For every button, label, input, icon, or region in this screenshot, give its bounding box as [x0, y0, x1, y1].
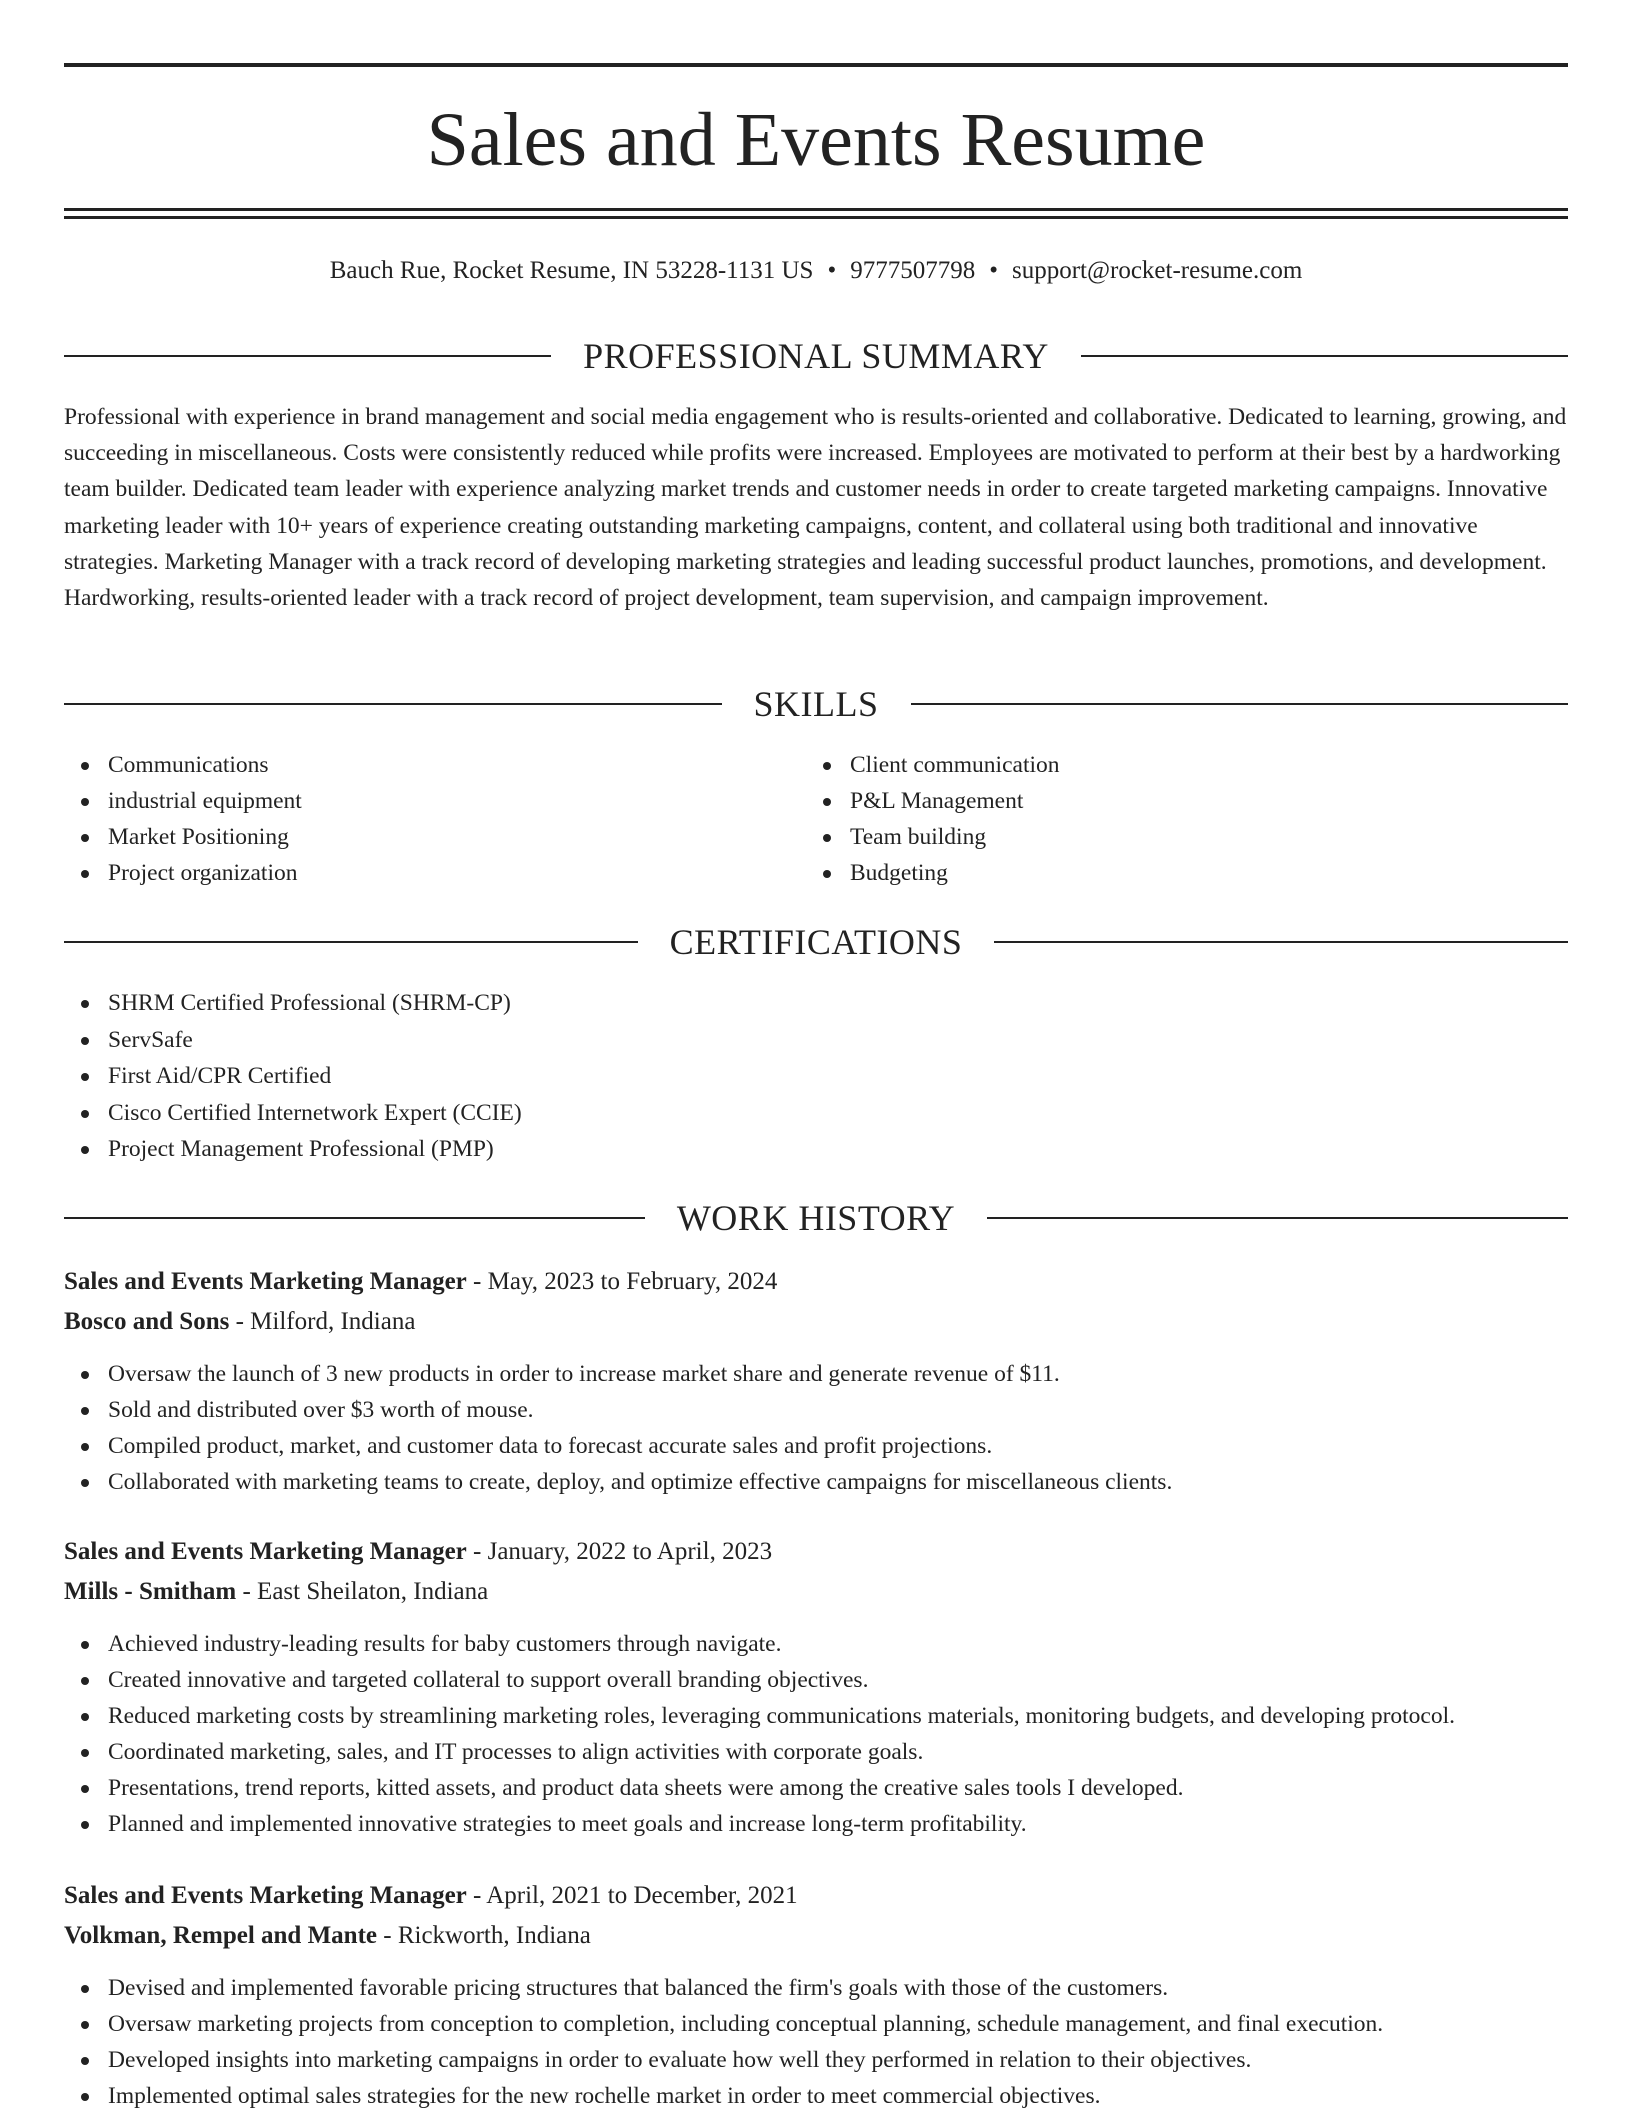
- job-bullets: [64, 1626, 1568, 1842]
- job-entry: [64, 1876, 1568, 2114]
- work-history-heading-label: WORK HISTORY: [676, 1198, 956, 1238]
- skills-heading-label: SKILLS: [753, 684, 879, 724]
- skills-heading: [64, 682, 1568, 726]
- job-company: Volkman, Rempel and Mante: [64, 1922, 377, 1949]
- contact-phone: 9777507798: [850, 257, 976, 284]
- contact-separator: •: [827, 257, 837, 284]
- job-title: Sales and Events Marketing Manager: [64, 1882, 467, 1909]
- certification-item: ServSafe: [64, 1022, 522, 1059]
- heading-rule-left: [64, 355, 551, 357]
- skill-item: industrial equipment: [64, 783, 302, 819]
- job-dates: - May, 2023 to February, 2024: [466, 1268, 778, 1295]
- skill-item: Budgeting: [806, 855, 1060, 891]
- job-title-line: [64, 1876, 1568, 1916]
- contact-line: [64, 254, 1568, 288]
- job-bullet: Coordinated marketing, sales, and IT processes to align activities with corporate goals.: [64, 1734, 1568, 1770]
- contact-address: Bauch Rue, Rocket Resume, IN 53228-1131 US: [329, 257, 814, 284]
- work-history-heading: [64, 1196, 1568, 1240]
- certifications-list: [64, 985, 522, 1168]
- heading-rule-left: [64, 941, 638, 943]
- title-rule-upper: [64, 208, 1568, 211]
- certification-item: SHRM Certified Professional (SHRM-CP): [64, 985, 522, 1022]
- skills-list-right: [806, 747, 1060, 891]
- job-bullet: Sold and distributed over $3 worth of mouse.: [64, 1392, 1568, 1428]
- summary-text: Professional with experience in brand management and social media engagement who is results-oriented and collaborative. Dedicated to learning, growing, and succeeding in miscellaneous. Costs were consistently reduced while profits were increased. Employees are motivated to perform at their best by a hardworking team builder. Dedicated team leader with experience analyzing market trends and customer needs in order to create targeted marketing campaigns. Innovative marketing leader with 10+ years of experience creating outstanding marketing campaigns, content, and collateral using both traditional and innovative strategies. Marketing Manager with a track record of developing marketing strategies and leading successful product launches, promotions, and development. Hardworking, results-oriented leader with a track record of project development, team supervision, and campaign improvement.: [64, 404, 1567, 612]
- title-rule-lower: [64, 216, 1568, 219]
- job-company: Mills - Smitham: [64, 1578, 237, 1605]
- job-company-line: [64, 1572, 1568, 1612]
- skill-item: Project organization: [64, 855, 302, 891]
- skill-item: P&L Management: [806, 783, 1060, 819]
- skill-item: Team building: [806, 819, 1060, 855]
- skills-list-left: [64, 747, 302, 891]
- job-bullet: Oversaw the launch of 3 new products in order to increase market share and generate revenue of $11.: [64, 1356, 1568, 1392]
- job-entry: [64, 1262, 1568, 1500]
- heading-rule-left: [64, 1217, 645, 1219]
- job-entry: [64, 1532, 1568, 1842]
- heading-rule-right: [987, 1217, 1568, 1219]
- job-bullet: Planned and implemented innovative strategies to meet goals and increase long-term profitability.: [64, 1806, 1568, 1842]
- job-company: Bosco and Sons: [64, 1308, 230, 1335]
- certifications-heading: [64, 920, 1568, 964]
- skill-item: Market Positioning: [64, 819, 302, 855]
- job-bullet: Collaborated with marketing teams to create, deploy, and optimize effective campaigns for miscellaneous clients.: [64, 1464, 1568, 1500]
- heading-rule-left: [64, 703, 722, 705]
- heading-rule-right: [994, 941, 1568, 943]
- certification-item: Cisco Certified Internetwork Expert (CCIE): [64, 1095, 522, 1132]
- top-rule: [64, 63, 1568, 67]
- certifications-heading-label: CERTIFICATIONS: [669, 922, 963, 962]
- contact-email: support@rocket-resume.com: [1011, 257, 1303, 284]
- job-location: - Milford, Indiana: [229, 1308, 416, 1335]
- job-bullet: Presentations, trend reports, kitted assets, and product data sheets were among the creative sales tools I developed.: [64, 1770, 1568, 1806]
- certification-item: Project Management Professional (PMP): [64, 1131, 522, 1168]
- heading-rule-right: [911, 703, 1569, 705]
- job-bullet: Developed insights into marketing campaigns in order to evaluate how well they performed in relation to their objectives.: [64, 2042, 1568, 2078]
- job-title: Sales and Events Marketing Manager: [64, 1268, 467, 1295]
- summary-heading-label: PROFESSIONAL SUMMARY: [583, 336, 1049, 376]
- job-location: - East Sheilaton, Indiana: [236, 1578, 489, 1605]
- job-title-line: [64, 1262, 1568, 1302]
- job-title: Sales and Events Marketing Manager: [64, 1538, 467, 1565]
- job-location: - Rickworth, Indiana: [377, 1922, 591, 1949]
- job-dates: - January, 2022 to April, 2023: [466, 1538, 773, 1565]
- heading-rule-right: [1081, 355, 1568, 357]
- job-company-line: [64, 1302, 1568, 1342]
- job-bullets: [64, 1970, 1568, 2114]
- skill-item: Client communication: [806, 747, 1060, 783]
- summary-heading: [64, 334, 1568, 378]
- job-bullets: [64, 1356, 1568, 1500]
- job-company-line: [64, 1916, 1568, 1956]
- resume-title: Sales and Events Resume: [426, 98, 1206, 182]
- certification-item: First Aid/CPR Certified: [64, 1058, 522, 1095]
- job-bullet: Compiled product, market, and customer data to forecast accurate sales and profit projections.: [64, 1428, 1568, 1464]
- job-title-line: [64, 1532, 1568, 1572]
- skill-item: Communications: [64, 747, 302, 783]
- contact-separator: •: [989, 257, 998, 284]
- job-bullet: Created innovative and targeted collateral to support overall branding objectives.: [64, 1662, 1568, 1698]
- job-bullet: Oversaw marketing projects from conception to completion, including conceptual planning, schedule management, and final execution.: [64, 2006, 1568, 2042]
- job-bullet: Devised and implemented favorable pricing structures that balanced the firm's goals with those of the customers.: [64, 1970, 1568, 2006]
- job-bullet: Achieved industry-leading results for baby customers through navigate.: [64, 1626, 1568, 1662]
- job-bullet: Reduced marketing costs by streamlining marketing roles, leveraging communications materials, monitoring budgets, and developing protocol.: [64, 1698, 1568, 1734]
- job-bullet: Implemented optimal sales strategies for the new rochelle market in order to meet commercial objectives.: [64, 2078, 1568, 2114]
- job-dates: - April, 2021 to December, 2021: [466, 1882, 798, 1909]
